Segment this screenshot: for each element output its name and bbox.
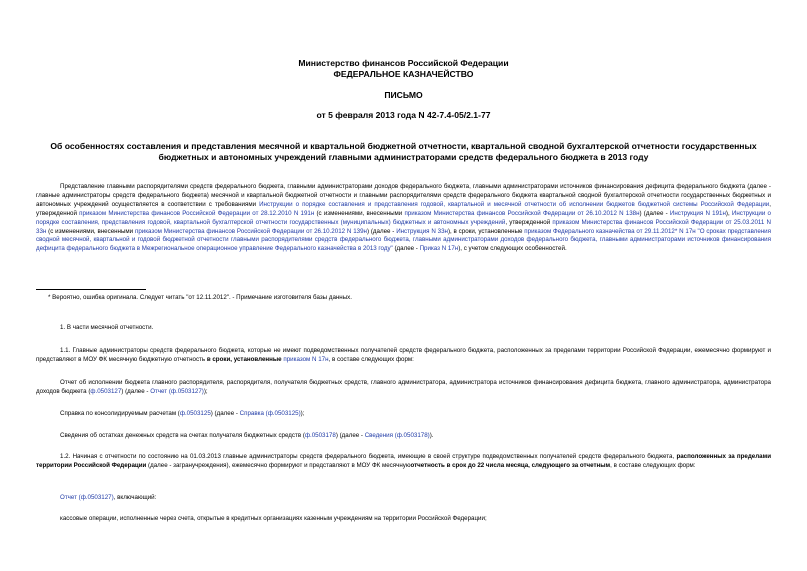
- paragraph-cash-operations: кассовые операции, исполненные через счета, открытые в кредитных организациях казенным учреждениям на территории Российской Федерации;: [60, 515, 487, 522]
- link-f0503178[interactable]: ф.0503178: [304, 432, 336, 439]
- link-otchet-f0503127[interactable]: Отчет (ф.0503127): [60, 494, 114, 501]
- link-order-138n[interactable]: приказом Министерства финансов Российской Федерации от 26.10.2012 N 138н: [404, 209, 640, 217]
- link-instruction-33n[interactable]: Инструкция N 33н: [396, 227, 448, 235]
- paragraph-1-1: 1.1. Главные администраторы средств федерального бюджета, которые не имеют подведомственных получателей средств федерального бюджета, расположенных за пределами территории Российской Федерации, ежемесячно формируют и представляют в МОУ ФК месячную бюджетную отчетность в сроки, установленные приказом N 17н, в составе следующих форм:: [36, 347, 771, 363]
- link-svedeniya-f0503178[interactable]: Сведения (ф.0503178): [364, 432, 430, 439]
- link-instruction-191n[interactable]: Инструкция N 191н: [669, 209, 726, 217]
- link-spravka-f0503125[interactable]: Справка (ф.0503125): [239, 410, 301, 417]
- link-order-17n-p11[interactable]: приказом N 17н: [283, 355, 329, 363]
- link-f0503127[interactable]: ф.0503127: [90, 387, 122, 395]
- paragraph-spravka-0503125: Справка по консолидируемым расчетам (ф.0503125) (далее - Справка (ф.0503125));: [60, 410, 305, 417]
- footnote-divider: [36, 289, 146, 290]
- link-order-191n[interactable]: приказом Министерства финансов Российской Федерации от 28.12.2010 N 191н: [79, 209, 315, 217]
- link-instruction-191n-full[interactable]: Инструкции о порядке составления и представления годовой, квартальной и месячной отчетности об исполнении бюджетов бюджетной системы Российской Федерации: [259, 200, 770, 208]
- link-instruction-33n-full[interactable]: Инструкции о порядке составления, представления годовой, квартальной бухгалтерской отчетности государственных (муниципальных) бюджетных и автономных учреждений: [36, 209, 771, 226]
- document-subject: Об особенностях составления и представления месячной и квартальной бюджетной отчетности, квартальной сводной бухгалтерской отчетности государственных бюджетных и автономных учреждений главными администраторами средств федерального бюджета в 2013 году: [50, 141, 757, 162]
- link-f0503125[interactable]: ф.0503125: [179, 410, 211, 417]
- link-order-17n[interactable]: Приказ N 17н: [419, 245, 459, 253]
- link-order-17n-full[interactable]: приказом Федерального казначейства от 29.11.2012* N 17н "О сроках представления сводной месячной, квартальной и годовой бюджетной отчетности главными распорядителями средств федерального бюджета, главными администраторами доходов федерального бюджета, главными администраторами источников финансирования дефицита федерального бюджета в Межрегиональное операционное управление Федерального казначейства в 2013 году": [36, 227, 771, 253]
- document-type: ПИСЬМО: [384, 90, 423, 100]
- agency-name: ФЕДЕРАЛЬНОЕ КАЗНАЧЕЙСТВО: [333, 69, 474, 79]
- footnote: * Вероятно, ошибка оригинала. Следует читать "от 12.11.2012". - Примечание изготовителя базы данных.: [48, 294, 352, 301]
- section-1-heading: 1. В части месячной отчетности.: [60, 324, 154, 331]
- paragraph-svedeniya-0503178: Сведения об остатках денежных средств на счетах получателя бюджетных средств (ф.0503178) (далее - Сведения (ф.0503178)).: [60, 432, 434, 439]
- document-header: [0, 58, 807, 80]
- intro-paragraph: Представление главными распорядителями средств федерального бюджета, главными администраторами доходов федерального бюджета, главными администраторами источников финансирования дефицита федерального бюджета (далее - главные администраторы средств федерального бюджета) месячной и квартальной бюджетной отчетности и главными распорядителями средств федерального бюджета квартальной сводной бухгалтерской отчетности государственных бюджетных и автономных учреждений осуществляется в соответствии с требованиями Инструкции о порядке составления и представления годовой, квартальной и месячной отчетности об исполнении бюджетов бюджетной системы Российской Федерации, утвержденной приказом Министерства финансов Российской Федерации от 28.12.2010 N 191н (с изменениями, внесенными приказом Министерства финансов Российской Федерации от 26.10.2012 N 138н) (далее - Инструкция N 191н), Инструкции о порядке составления, представления годовой, квартальной бухгалтерской отчетности государственных (муниципальных) бюджетных и автономных учреждений, утвержденной приказом Министерства финансов Российской Федерации от 25.03.2011 N 33н (с изменениями, внесенными приказом Министерства финансов Российской Федерации от 26.10.2012 N 139н) (далее - Инструкция N 33н), в сроки, установленные приказом Федерального казначейства от 29.11.2012* N 17н "О сроках представления сводной месячной, квартальной и годовой бюджетной отчетности главными распорядителями средств федерального бюджета, главными администраторами доходов федерального бюджета, главными администраторами источников финансирования дефицита федерального бюджета в Межрегиональное операционное управление Федерального казначейства в 2013 году" (далее - Приказ N 17н), с учетом следующих особенностей.: [36, 183, 771, 253]
- link-order-33n[interactable]: приказом Министерства финансов Российской Федерации от 25.03.2011 N 33н: [36, 218, 771, 235]
- document-date-number: от 5 февраля 2013 года N 42-7.4-05/2.1-77: [316, 110, 491, 120]
- paragraph-otchet-includes: Отчет (ф.0503127), включающий:: [60, 494, 157, 501]
- link-order-139n[interactable]: приказом Министерства финансов Российской Федерации от 26.10.2012 N 139н: [134, 227, 367, 235]
- link-report-f0503127[interactable]: Отчет (ф.0503127): [150, 387, 204, 395]
- paragraph-1-2: 1.2. Начиная с отчетности по состоянию на 01.03.2013 главные администраторы средств федерального бюджета, имеющие в своей структуре подведомственных получателей средств федерального бюджета, расположенных за пределами территории Российской Федерации (далее - загранучреждения), ежемесячно формируют и представляют в МОУ ФК месячнуюотчетность в срок до 22 числа месяца, следующего за отчетным, в составе следующих форм:: [36, 453, 771, 469]
- paragraph-report-0503127: Отчет об исполнении бюджета главного распорядителя, распорядителя, получателя бюджетных средств, главного администратора, администратора источников финансирования дефицита бюджета, главного администратора, администратора доходов бюджета (ф.0503127) (далее - Отчет (ф.0503127));: [36, 379, 771, 395]
- ministry-name: Министерство финансов Российской Федерации: [298, 58, 509, 68]
